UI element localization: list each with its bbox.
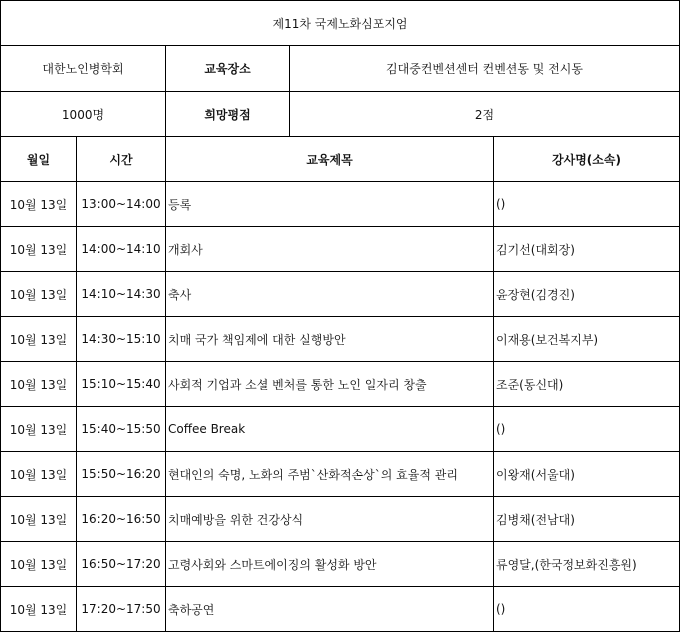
row-title: 축하공연 bbox=[166, 587, 494, 632]
row-title: 현대인의 숙명, 노화의 주범`산화적손상`의 효율적 관리 bbox=[166, 452, 494, 497]
row-date: 10월 13일 bbox=[1, 587, 77, 632]
table-row bbox=[1, 407, 680, 452]
row-time: 17:20~17:50 bbox=[77, 587, 166, 632]
row-title: 치매예방을 위한 건강상식 bbox=[166, 497, 494, 542]
row-title: Coffee Break bbox=[166, 407, 494, 452]
row-title: 사회적 기업과 소셜 벤처를 통한 노인 일자리 창출 bbox=[166, 362, 494, 407]
row-time: 14:00~14:10 bbox=[77, 227, 166, 272]
row-lecturer: 이재용(보건복지부) bbox=[494, 317, 680, 362]
venue-row bbox=[1, 46, 680, 92]
row-lecturer: 윤장현(김경진) bbox=[494, 272, 680, 317]
venue-value: 김대중컨벤션센터 컨벤션동 및 전시동 bbox=[290, 46, 680, 92]
row-date: 10월 13일 bbox=[1, 407, 77, 452]
row-time: 15:50~16:20 bbox=[77, 452, 166, 497]
venue-label: 교육장소 bbox=[166, 46, 290, 92]
row-date: 10월 13일 bbox=[1, 542, 77, 587]
organizer: 대한노인병학회 bbox=[1, 46, 166, 92]
row-title: 개회사 bbox=[166, 227, 494, 272]
table-row bbox=[1, 272, 680, 317]
row-lecturer: () bbox=[494, 182, 680, 227]
row-lecturer: 류영달,(한국정보화진흥원) bbox=[494, 542, 680, 587]
row-date: 10월 13일 bbox=[1, 452, 77, 497]
row-lecturer: () bbox=[494, 407, 680, 452]
row-time: 15:10~15:40 bbox=[77, 362, 166, 407]
row-lecturer: 이왕재(서울대) bbox=[494, 452, 680, 497]
row-lecturer: 조준(동신대) bbox=[494, 362, 680, 407]
header-date: 월일 bbox=[1, 137, 77, 182]
row-time: 16:50~17:20 bbox=[77, 542, 166, 587]
header-lecturer: 강사명(소속) bbox=[494, 137, 680, 182]
row-time: 13:00~14:00 bbox=[77, 182, 166, 227]
header-title: 교육제목 bbox=[166, 137, 494, 182]
points-label: 희망평점 bbox=[166, 92, 290, 137]
points-row bbox=[1, 92, 680, 137]
row-date: 10월 13일 bbox=[1, 272, 77, 317]
table-row bbox=[1, 587, 680, 632]
points-value: 2점 bbox=[290, 92, 680, 137]
table-row bbox=[1, 452, 680, 497]
row-lecturer: 김병채(전남대) bbox=[494, 497, 680, 542]
row-date: 10월 13일 bbox=[1, 182, 77, 227]
row-date: 10월 13일 bbox=[1, 317, 77, 362]
schedule-body bbox=[1, 182, 680, 632]
table-row bbox=[1, 227, 680, 272]
header-row bbox=[1, 137, 680, 182]
row-date: 10월 13일 bbox=[1, 497, 77, 542]
row-title: 고령사회와 스마트에이징의 활성화 방안 bbox=[166, 542, 494, 587]
title-row bbox=[1, 1, 680, 46]
row-title: 치매 국가 책임제에 대한 실행방안 bbox=[166, 317, 494, 362]
row-title: 등록 bbox=[166, 182, 494, 227]
table-row bbox=[1, 542, 680, 587]
row-lecturer: () bbox=[494, 587, 680, 632]
table-row bbox=[1, 497, 680, 542]
table-row bbox=[1, 362, 680, 407]
row-date: 10월 13일 bbox=[1, 362, 77, 407]
row-time: 14:10~14:30 bbox=[77, 272, 166, 317]
row-lecturer: 김기선(대회장) bbox=[494, 227, 680, 272]
row-time: 15:40~15:50 bbox=[77, 407, 166, 452]
row-time: 14:30~15:10 bbox=[77, 317, 166, 362]
table-row bbox=[1, 182, 680, 227]
row-time: 16:20~16:50 bbox=[77, 497, 166, 542]
row-date: 10월 13일 bbox=[1, 227, 77, 272]
row-title: 축사 bbox=[166, 272, 494, 317]
header-time: 시간 bbox=[77, 137, 166, 182]
table-row bbox=[1, 317, 680, 362]
event-title: 제11차 국제노화심포지엄 bbox=[1, 1, 680, 46]
attendees: 1000명 bbox=[1, 92, 166, 137]
